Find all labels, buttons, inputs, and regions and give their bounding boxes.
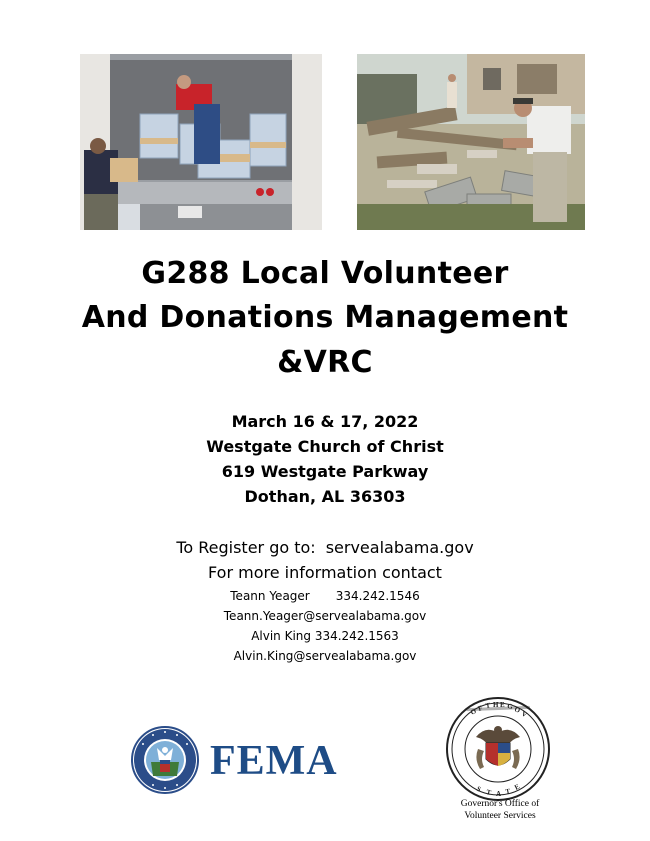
page-title-line-2: And Donations Management: [81, 300, 569, 335]
alabama-governor-seal-icon: [446, 697, 550, 801]
governor-caption-line-2: Volunteer Services: [464, 811, 536, 821]
registration-link[interactable]: servealabama.gov: [325, 538, 474, 557]
svg-text:O: O: [469, 707, 478, 717]
svg-text:T: T: [484, 701, 491, 710]
event-street-address: 619 Westgate Parkway: [221, 462, 429, 481]
svg-text:F: F: [476, 703, 484, 713]
contact-1-email-link[interactable]: Teann.Yeager@servealabama.gov: [223, 609, 427, 623]
svg-text:S: S: [475, 784, 483, 794]
photo-debris-cleanup: [357, 54, 585, 230]
svg-text:E: E: [513, 782, 522, 792]
svg-text:T: T: [504, 787, 511, 796]
page-title-line-3: &VRC: [277, 345, 373, 380]
contact-1-name: Teann Yeager: [230, 589, 310, 603]
svg-text:H: H: [493, 701, 499, 709]
event-date: March 16 & 17, 2022: [231, 412, 419, 431]
registration-prompt: To Register go to:: [176, 538, 316, 557]
event-city-state-zip: Dothan, AL 36303: [244, 487, 406, 506]
photo-truck-unloading: [80, 54, 322, 230]
svg-text:V: V: [520, 709, 529, 720]
contact-1-line: [0, 589, 650, 603]
fema-logo: FEMA: [210, 738, 338, 784]
svg-text:T: T: [485, 788, 492, 797]
svg-text:A: A: [496, 790, 502, 798]
governor-caption-line-1: Governor's Office of: [460, 799, 540, 809]
governor-office-caption: [448, 798, 552, 822]
event-venue: Westgate Church of Christ: [206, 437, 444, 456]
dhs-seal-icon: [131, 726, 199, 794]
contact-2-line: Alvin King 334.242.1563: [251, 629, 399, 643]
svg-text:O: O: [513, 705, 522, 715]
contact-2-email-link[interactable]: Alvin.King@servealabama.gov: [233, 649, 417, 663]
registration-line: [0, 538, 650, 557]
info-contact-heading: For more information contact: [208, 563, 442, 582]
page-title-line-1: G288 Local Volunteer: [141, 256, 509, 291]
contact-1-phone: 334.242.1546: [335, 589, 420, 603]
svg-text:E: E: [500, 701, 505, 709]
svg-text:G: G: [506, 702, 514, 711]
